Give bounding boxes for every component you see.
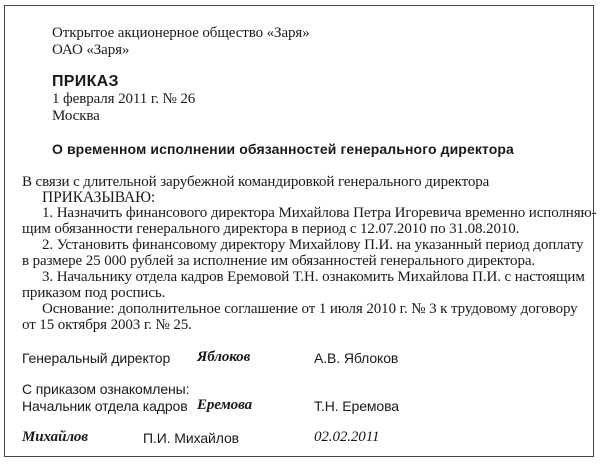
body-line: приказом под роспись. [22, 285, 166, 301]
body-line: 1. Назначить финансового директора Михайлова Петра Игоревича временно исполняю- [42, 205, 597, 221]
order-word: ПРИКАЗЫВАЮ: [42, 189, 156, 206]
body-line: Основание: дополнительное соглашение от 1 июля 2010 г. № 3 к трудовому договору [42, 301, 578, 317]
signature-name: А.В. Яблоков [314, 350, 399, 366]
body-line: от 15 октября 2003 г. № 25. [22, 317, 192, 333]
employee-date: 02.02.2011 [314, 429, 380, 445]
hr-position: Начальник отдела кадров [22, 398, 188, 414]
hr-name: Т.Н. Еремова [314, 398, 399, 414]
employee-name: П.И. Михайлов [143, 430, 239, 446]
employee-signature: Михайлов [22, 429, 88, 445]
document-type: ПРИКАЗ [52, 73, 119, 90]
acquainted-heading: С приказом ознакомлены: [22, 381, 190, 397]
document-city: Москва [52, 108, 100, 124]
body-line: 3. Начальнику отдела кадров Еремовой Т.Н. ознакомить Михайлова П.И. с настоящим [42, 269, 585, 285]
document-title: О временном исполнении обязанностей генерального директора [52, 141, 514, 157]
organization-full-name: Открытое акционерное общество «Заря» [52, 25, 310, 41]
organization-short-name: ОАО «Заря» [52, 42, 130, 58]
signature-handwritten: Яблоков [197, 349, 251, 365]
body-line: щим обязанности генерального директора в период с 12.07.2010 по 31.08.2010. [22, 221, 520, 237]
document-date-number: 1 февраля 2011 г. № 26 [52, 91, 196, 107]
hr-signature: Еремова [197, 397, 252, 413]
signature-position: Генеральный директор [22, 350, 171, 366]
intro-line: В связи с длительной зарубежной командировкой генерального директора [22, 174, 490, 190]
body-line: в размере 25 000 рублей за исполнение им обязанностей генерального директора. [22, 253, 536, 269]
body-line: 2. Установить финансовому директору Михайлову П.И. на указанный период доплату [42, 237, 584, 253]
